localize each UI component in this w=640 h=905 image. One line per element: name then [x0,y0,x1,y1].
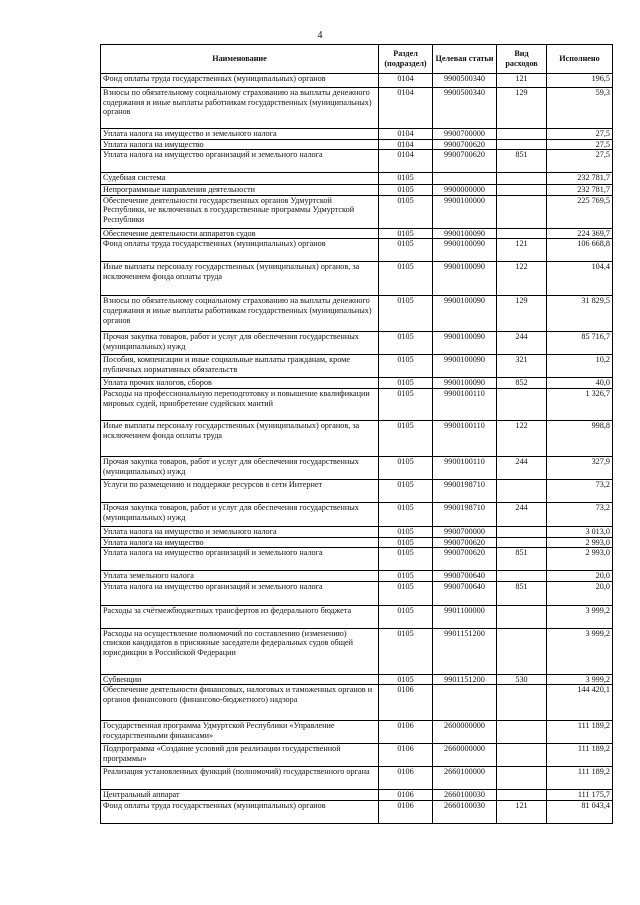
row-target: 2660000000 [433,744,497,767]
row-section: 0105 [379,388,433,420]
row-target: 9900100110 [433,420,497,456]
table-row [101,744,613,767]
row-type: 321 [497,355,547,378]
row-type: 121 [497,74,547,88]
row-target: 9900100090 [433,296,497,332]
table-row [101,355,613,378]
row-section: 0105 [379,332,433,355]
row-amount: 73,2 [547,479,613,502]
row-type [497,479,547,502]
row-name: Непрограммные направления деятельности [101,185,379,196]
row-name: Судебная система [101,173,379,185]
row-section: 0105 [379,456,433,479]
row-target: 9900100090 [433,262,497,296]
table-row [101,296,613,332]
row-target: 9900700620 [433,150,497,173]
row-target: 9900500340 [433,74,497,88]
row-target: 9900100090 [433,378,497,389]
row-section: 0105 [379,605,433,628]
row-type: 244 [497,456,547,479]
table-body [101,74,613,824]
row-type [497,721,547,744]
row-name: Государственная программа Удмуртской Республики «Управление государственными финансами» [101,721,379,744]
row-amount: 73,2 [547,502,613,526]
row-target: 9900700000 [433,129,497,140]
row-name: Обеспечение деятельности финансовых, налоговых и таможенных органов и органов финансового (финансово-бюджетного) надзора [101,685,379,721]
header-section: Раздел (подраздел) [379,45,433,74]
row-section: 0104 [379,74,433,88]
table-row [101,790,613,801]
row-type: 129 [497,88,547,129]
row-target: 9900700620 [433,548,497,571]
row-section: 0105 [379,628,433,674]
table-row [101,150,613,173]
row-amount: 225 769,5 [547,195,613,228]
row-name: Прочая закупка товаров, работ и услуг для обеспечения государственных (муниципальных) нужд [101,456,379,479]
table-row [101,173,613,185]
row-amount: 196,5 [547,74,613,88]
row-name: Фонд оплаты труда государственных (муниципальных) органов [101,800,379,823]
row-amount: 111 189,2 [547,744,613,767]
row-type: 851 [497,581,547,605]
row-type [497,571,547,582]
row-name: Уплата налога на имущество организаций и земельного налога [101,548,379,571]
row-section: 0105 [379,674,433,685]
row-name: Уплата налога на имущество организаций и земельного налога [101,150,379,173]
table-row [101,526,613,537]
row-name: Подпрограмма «Создание условий для реализации государственной программы» [101,744,379,767]
row-target: 9900000000 [433,185,497,196]
row-amount: 20,0 [547,581,613,605]
row-name: Расходы на профессиональную переподготовку и повышение квалификации мировых судей, приобретение судейских мантий [101,388,379,420]
row-type [497,685,547,721]
row-target: 2660100030 [433,790,497,801]
row-name: Уплата прочих налогов, сборов [101,378,379,389]
table-row [101,228,613,239]
row-section: 0105 [379,571,433,582]
row-type [497,195,547,228]
row-section: 0105 [379,581,433,605]
row-target: 9900700640 [433,571,497,582]
row-amount: 59,3 [547,88,613,129]
row-section: 0105 [379,479,433,502]
row-name: Прочая закупка товаров, работ и услуг для обеспечения государственных (муниципальных) нужд [101,502,379,526]
row-section: 0106 [379,721,433,744]
row-type [497,605,547,628]
row-amount: 111 189,2 [547,721,613,744]
row-section: 0106 [379,744,433,767]
row-section: 0104 [379,150,433,173]
row-type: 129 [497,296,547,332]
row-target: 9900500340 [433,88,497,129]
row-target: 9900100090 [433,332,497,355]
row-name: Субвенции [101,674,379,685]
table-header-row [101,45,613,74]
row-amount: 27,5 [547,129,613,140]
row-section: 0105 [379,502,433,526]
table-row [101,479,613,502]
row-section: 0105 [379,548,433,571]
row-type: 122 [497,262,547,296]
row-amount: 40,0 [547,378,613,389]
row-target: 2600000000 [433,721,497,744]
row-name: Взносы по обязательному социальному страхованию на выплаты денежного содержания и иные выплаты работникам государственных (муниципальных) органов [101,88,379,129]
row-amount: 20,0 [547,571,613,582]
table-row [101,388,613,420]
row-amount: 232 781,7 [547,185,613,196]
row-target: 9900700620 [433,139,497,150]
row-target: 9900700640 [433,581,497,605]
row-target: 9900100090 [433,355,497,378]
row-amount: 111 175,7 [547,790,613,801]
row-amount: 85 716,7 [547,332,613,355]
row-name: Взносы по обязательному социальному страхованию на выплаты денежного содержания и иные выплаты работникам государственных (муниципальных) органов [101,296,379,332]
row-type: 851 [497,150,547,173]
table-row [101,185,613,196]
row-amount: 111 189,2 [547,767,613,790]
row-target: 9900700000 [433,526,497,537]
table-row [101,685,613,721]
row-amount: 1 326,7 [547,388,613,420]
row-section: 0105 [379,185,433,196]
row-name: Реализация установленных функций (полномочий) государственного органа [101,767,379,790]
row-section: 0105 [379,355,433,378]
row-section: 0105 [379,228,433,239]
row-section: 0105 [379,526,433,537]
row-name: Расходы на осуществление полномочий по составлению (изменению) списков кандидатов в присяжные заседатели федеральных судов общей юрисдикции в Российской Федерации [101,628,379,674]
row-name: Уплата налога на имущество и земельного налога [101,129,379,140]
row-target: 9900100110 [433,388,497,420]
row-amount: 224 369,7 [547,228,613,239]
row-amount: 27,5 [547,139,613,150]
table-row [101,537,613,548]
row-target: 9900100000 [433,195,497,228]
row-type [497,139,547,150]
row-name: Иные выплаты персоналу государственных (муниципальных) органов, за исключением фонда оплаты труда [101,420,379,456]
row-section: 0106 [379,790,433,801]
row-amount: 144 420,1 [547,685,613,721]
row-name: Центральный аппарат [101,790,379,801]
row-type: 121 [497,800,547,823]
row-type: 244 [497,332,547,355]
row-name: Уплата налога на имущество [101,537,379,548]
row-target: 9900100110 [433,456,497,479]
row-section: 0104 [379,129,433,140]
row-name: Иные выплаты персоналу государственных (муниципальных) органов, за исключением фонда оплаты труда [101,262,379,296]
table-row [101,239,613,262]
budget-execution-table [100,44,613,824]
row-type: 530 [497,674,547,685]
row-amount: 2 993,0 [547,548,613,571]
row-name: Уплата налога на имущество организаций и земельного налога [101,581,379,605]
row-section: 0106 [379,685,433,721]
table-row [101,800,613,823]
row-type [497,537,547,548]
row-type [497,790,547,801]
row-target [433,173,497,185]
row-type [497,388,547,420]
row-type [497,228,547,239]
table-row [101,332,613,355]
table-row [101,420,613,456]
row-name: Обеспечение деятельности государственных органов Удмуртской Республики, не включенных в государственные программы Удмуртской Республики [101,195,379,228]
row-section: 0104 [379,139,433,150]
row-amount: 3 999,2 [547,628,613,674]
page-number: 4 [317,30,323,41]
row-amount: 232 781,7 [547,173,613,185]
table-row [101,74,613,88]
row-section: 0106 [379,800,433,823]
table-row [101,721,613,744]
row-type [497,628,547,674]
row-type [497,185,547,196]
table-row [101,767,613,790]
row-name: Уплата земельного налога [101,571,379,582]
row-target: 9901151200 [433,674,497,685]
row-section: 0105 [379,239,433,262]
row-type: 852 [497,378,547,389]
row-type [497,744,547,767]
row-type [497,173,547,185]
header-type: Вид расходов [497,45,547,74]
row-name: Обеспечение деятельности аппаратов судов [101,228,379,239]
table-row [101,571,613,582]
header-name: Наименование [101,45,379,74]
row-type: 122 [497,420,547,456]
row-name: Фонд оплаты труда государственных (муниципальных) органов [101,239,379,262]
row-type [497,129,547,140]
row-target: 9900198710 [433,479,497,502]
row-type: 121 [497,239,547,262]
row-target: 2660100000 [433,767,497,790]
row-amount: 998,8 [547,420,613,456]
row-amount: 27,5 [547,150,613,173]
row-amount: 3 013,0 [547,526,613,537]
header-target: Целевая статьи [433,45,497,74]
row-name: Уплата налога на имущество и земельного налога [101,526,379,537]
row-target [433,685,497,721]
row-target: 9900198710 [433,502,497,526]
row-section: 0105 [379,378,433,389]
table-row [101,378,613,389]
row-section: 0105 [379,173,433,185]
row-type: 244 [497,502,547,526]
row-amount: 10,2 [547,355,613,378]
row-name: Услуги по размещению и поддержке ресурсов в сети Интернет [101,479,379,502]
row-amount: 81 043,4 [547,800,613,823]
table-row [101,129,613,140]
row-target: 9901100000 [433,605,497,628]
row-name: Прочая закупка товаров, работ и услуг для обеспечения государственных (муниципальных) нужд [101,332,379,355]
row-name: Пособия, компенсации и иные социальные выплаты гражданам, кроме публичных нормативных обязательств [101,355,379,378]
table-row [101,456,613,479]
row-target: 9901151200 [433,628,497,674]
table-row [101,502,613,526]
table-row [101,139,613,150]
row-section: 0106 [379,767,433,790]
row-section: 0105 [379,195,433,228]
table-row [101,605,613,628]
row-amount: 327,9 [547,456,613,479]
row-amount: 104,4 [547,262,613,296]
row-target: 2660100030 [433,800,497,823]
row-section: 0105 [379,537,433,548]
row-amount: 106 668,8 [547,239,613,262]
row-name: Фонд оплаты труда государственных (муниципальных) органов [101,74,379,88]
table-row [101,674,613,685]
row-amount: 3 999,2 [547,605,613,628]
table-row [101,195,613,228]
table-row [101,581,613,605]
row-target: 9900100090 [433,228,497,239]
row-section: 0104 [379,88,433,129]
row-section: 0105 [379,262,433,296]
row-name: Уплата налога на имущество [101,139,379,150]
row-amount: 2 993,0 [547,537,613,548]
table-row [101,88,613,129]
header-amount: Исполнено [547,45,613,74]
row-type [497,767,547,790]
row-section: 0105 [379,420,433,456]
row-name: Расходы за счётмежбюджетных трансфертов из федерального бюджета [101,605,379,628]
row-section: 0105 [379,296,433,332]
row-target: 9900700620 [433,537,497,548]
row-type: 851 [497,548,547,571]
table-row [101,262,613,296]
row-amount: 31 829,5 [547,296,613,332]
row-target: 9900100090 [433,239,497,262]
row-type [497,526,547,537]
table-row [101,628,613,674]
table-row [101,548,613,571]
row-amount: 3 999,2 [547,674,613,685]
